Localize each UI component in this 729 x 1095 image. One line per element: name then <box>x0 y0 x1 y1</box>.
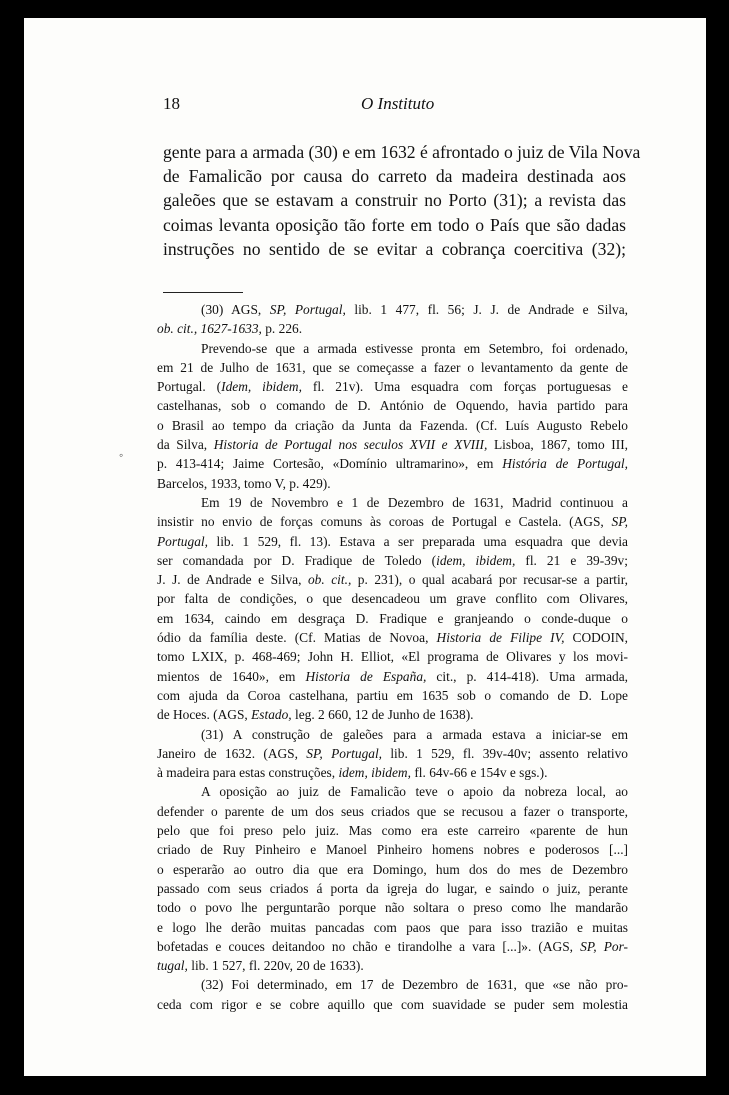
footnote-line: A oposição ao juiz de Famalicão teve o apoio da nobreza local, ao <box>201 784 628 800</box>
footnote-separator <box>163 292 243 293</box>
footnote-line: bofetadas e couces deitandoo no chão e tirandolhe a vara [...]». (AGS, SP, Por- <box>157 938 628 954</box>
footnote-line: em 21 de Julho de 1631, que se começasse a fazer o levantamento da gente de <box>157 359 628 375</box>
footnote-line: da Silva, Historia de Portugal nos seculos XVII e XVIII, Lisboa, 1867, tomo III, <box>157 437 628 453</box>
stray-mark: ◦ <box>119 448 124 462</box>
footnote-line: passado com seus criados á porta da igreja do lugar, e saindo o juiz, perante <box>157 880 628 896</box>
footnote-line: (31) A construção de galeões para a armada estava a iniciar-se em <box>201 726 628 742</box>
footnote-line: defender o parente de um dos seus criados que se recusou a fazer o transporte, <box>157 803 628 819</box>
footnote-line: (30) AGS, SP, Portugal, lib. 1 477, fl. 56; J. J. de Andrade e Silva, <box>201 302 628 317</box>
footnote-line: ser comandada por D. Fradique de Toledo (idem, ibidem, fl. 21 e 39-39v; <box>157 552 628 568</box>
footnote-line: (32) Foi determinado, em 17 de Dezembro de 1631, que «se não pro- <box>201 977 628 993</box>
footnote-line: ceda com rigor e se cobre aquillo que com suavidade se puder sem molestia <box>157 996 628 1012</box>
footnote-line: de Hoces. (AGS, Estado, leg. 2 660, 12 de Junho de 1638). <box>157 707 474 723</box>
italic-citation: ob. cit., <box>307 572 352 588</box>
italic-citation: Historia de Filipe IV, <box>436 630 565 646</box>
footnote-line: Janeiro de 1632. (AGS, SP, Portugal, lib. 1 529, fl. 39v-40v; assento relativo <box>157 745 628 761</box>
footnote-line: o esperarão ao outro dia que era Domingo, hum dos do mes de Dezembro <box>157 861 628 877</box>
italic-citation: idem, ibidem, <box>436 552 516 568</box>
book-page <box>24 18 706 1076</box>
footnote-line: criado de Ruy Pinheiro e Manoel Pinheiro homens nobres e poderosos [...] <box>157 842 628 858</box>
body-line: galeões que se estavam a construir no Porto (31); a revista das <box>163 190 626 211</box>
body-line: de Famalicão por causa do carreto da madeira destinada aos <box>163 166 626 187</box>
italic-citation: Portugal, <box>157 533 208 549</box>
body-line: gente para a armada (30) e em 1632 é afrontado o juiz de Vila Nova <box>163 142 641 162</box>
footnote-line: Em 19 de Novembro e 1 de Dezembro de 1631, Madrid continuou a <box>201 494 628 510</box>
italic-citation: tugal, <box>157 958 188 974</box>
body-line: coimas levanta oposição tão forte em todo o País que são dadas <box>163 214 626 235</box>
italic-citation: História de Portugal, <box>502 456 628 472</box>
footnote-line: p. 413-414; Jaime Cortesão, «Domínio ultramarino», em História de Portugal, <box>157 456 628 472</box>
footnote-line: ob. cit., 1627-1633, p. 226. <box>157 321 303 337</box>
main-text <box>163 140 641 261</box>
footnote-line: e logo lhe derão muitas pancadas com paos que para isso trazião e muitas <box>157 919 628 935</box>
footnote-line: em 1634, caindo em desgraça D. Fradique e granjeando o conde-duque o <box>157 610 628 626</box>
running-header <box>163 94 543 118</box>
page-number: 18 <box>163 94 180 113</box>
footnote-line: com ajuda da Coroa castelhana, partiu em 1635 sob o comando de D. Lope <box>157 687 628 703</box>
italic-citation: SP, <box>611 514 628 530</box>
italic-citation: SP, Por- <box>580 938 628 954</box>
footnote-line: mientos de 1640», em Historia de España, cit., p. 414-418). Uma armada, <box>157 668 628 684</box>
footnote-line: Prevendo-se que a armada estivesse pronta em Setembro, foi ordenado, <box>201 340 628 356</box>
footnote-line: todo o povo lhe perguntarão porque não soltara o preso como lhe mandarão <box>157 900 628 916</box>
running-title: O Instituto <box>361 94 435 113</box>
footnote-line: tugal, lib. 1 527, fl. 220v, 20 de 1633). <box>157 958 364 974</box>
italic-citation: ob. cit., 1627-1633, <box>157 321 262 337</box>
footnote-line: castelhanas, sob o comando de D. António de Oquendo, havia partido para <box>157 398 628 414</box>
footnotes <box>157 300 628 1014</box>
italic-citation: Historia de España, <box>305 668 427 684</box>
footnote-line: por falta de condições, o que desencadeou um grave conflito com Olivares, <box>157 591 628 607</box>
footnote-line: à madeira para estas construções, idem, ibidem, fl. 64v-66 e 154v e sgs.). <box>157 765 548 781</box>
italic-citation: Historia de Portugal nos seculos XVII e XVIII, <box>213 437 488 453</box>
footnote-line: tomo LXIX, p. 468-469; John H. Elliot, «El programa de Olivares y los movi- <box>157 649 628 665</box>
footnote-line: Portugal, lib. 1 529, fl. 13). Estava a ser preparada uma esquadra que devia <box>157 533 628 549</box>
footnote-line: pelo que foi preso pelo juiz. Mas como era este carreiro «parente de hun <box>157 823 628 839</box>
footnote-line: Portugal. (Idem, ibidem, fl. 21v). Uma esquadra com forças portuguesas e <box>157 379 628 395</box>
italic-citation: SP, Portugal, <box>269 302 346 317</box>
italic-citation: Estado, <box>251 707 292 723</box>
italic-citation: SP, Portugal, <box>306 745 383 761</box>
body-line: instruções no sentido de se evitar a cobrança coercitiva (32); <box>163 238 626 259</box>
italic-citation: idem, ibidem, <box>338 765 411 781</box>
footnote-line: Barcelos, 1933, tomo V, p. 429). <box>157 475 331 491</box>
footnote-line: o Brasil ao tempo da criação da Junta da Fazenda. (Cf. Luís Augusto Rebelo <box>157 417 628 433</box>
italic-citation: Idem, ibidem, <box>221 379 302 395</box>
footnote-line: J. J. de Andrade e Silva, ob. cit., p. 231), o qual acabará por recusar-se a partir, <box>157 572 628 588</box>
footnote-line: ódio da família deste. (Cf. Matias de Novoa, Historia de Filipe IV, CODOIN, <box>157 630 628 646</box>
footnote-line: insistir no envio de forças comuns às coroas de Portugal e Castela. (AGS, SP, <box>157 514 628 530</box>
